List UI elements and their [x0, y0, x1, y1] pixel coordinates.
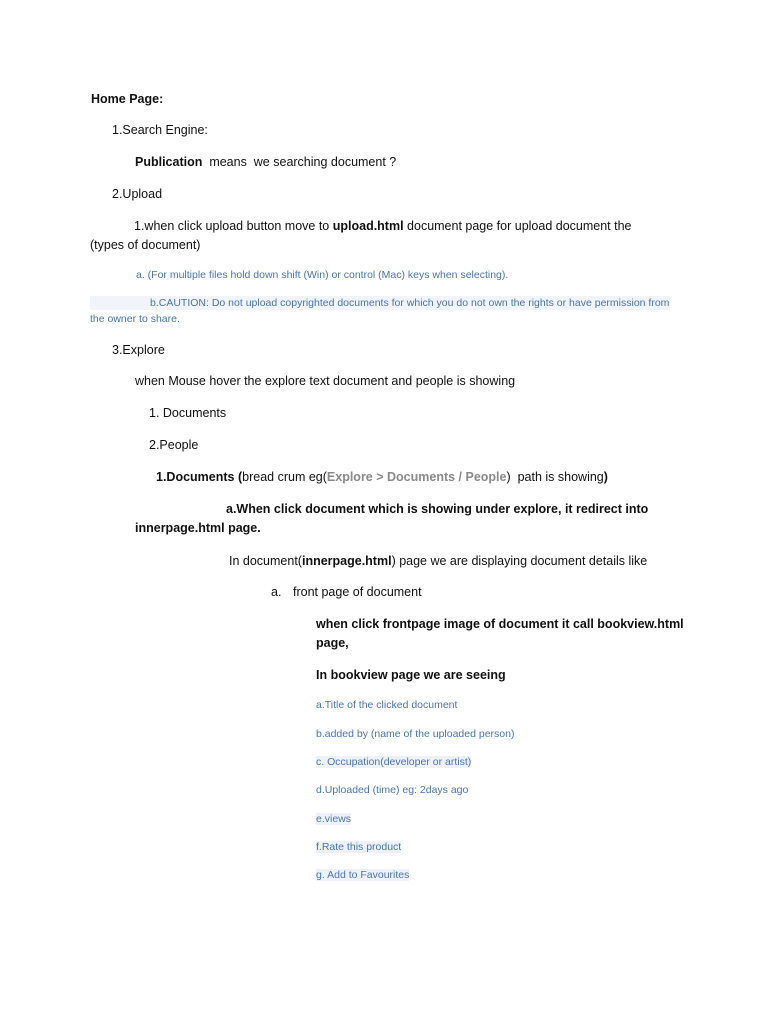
bookview-line-1: when click frontpage image of document it call bookview.html: [316, 617, 684, 631]
publication-term: Publication: [135, 155, 203, 169]
innerpage-line: [229, 552, 647, 570]
detail-views-text: e.views: [316, 813, 352, 825]
breadcrumb-intro: bread crum eg(: [242, 470, 327, 484]
innerpage-pre: In document(: [229, 554, 302, 568]
detail-rate-text: f.Rate this product: [316, 841, 402, 853]
explore-item-people: 2.People: [149, 438, 199, 452]
upload-html-file: upload.html: [332, 219, 404, 233]
detail-title: a.Title of the clicked document: [316, 699, 458, 711]
detail-favourites-text: g. Add to Favourites: [316, 869, 410, 881]
upload-heading: 2.Upload: [112, 187, 163, 201]
detail-added-by: b.added by (name of the uploaded person): [316, 728, 515, 740]
search-engine-heading: 1.Search Engine:: [112, 123, 208, 137]
documents-breadcrumb-line: [156, 468, 608, 486]
upload-line-2: (types of document): [90, 238, 201, 252]
detail-favourites: [316, 866, 409, 884]
detail-uploaded: d.Uploaded (time) eg: 2days ago: [316, 784, 469, 796]
explore-heading: 3.Explore: [112, 343, 165, 357]
publication-desc: means we searching document ?: [202, 155, 397, 169]
explore-item-documents: 1. Documents: [149, 406, 227, 420]
detail-views: [316, 810, 351, 828]
breadcrumb-end: ) path is showing: [506, 470, 604, 484]
breadcrumb-close-paren: ): [603, 470, 608, 484]
detail-rate: [316, 838, 401, 856]
detail-occupation: [316, 753, 471, 771]
front-page-marker: a.: [271, 585, 282, 599]
redirect-line-1: a.When click document which is showing under explore, it redirect into: [226, 502, 649, 516]
innerpage-post: ) page we are displaying document details like: [391, 554, 648, 568]
upload-note-a: a. (For multiple files hold down shift (Win) or control (Mac) keys when selecting).: [136, 269, 509, 281]
front-page-text: front page of document: [293, 585, 422, 599]
bookview-seeing: In bookview page we are seeing: [316, 668, 506, 682]
innerpage-file: innerpage.html: [301, 554, 392, 568]
breadcrumb-path: Explore > Documents / People: [326, 470, 507, 484]
upload-line1-pre: 1.when click upload button move to: [134, 219, 333, 233]
upload-line-1: [134, 217, 632, 235]
redirect-line-2: innerpage.html page.: [135, 521, 261, 535]
upload-note-b-line1: b.CAUTION: Do not upload copyrighted documents for which you do not own the rights or have permission from: [150, 297, 670, 309]
bookview-line-2: page,: [316, 636, 349, 650]
explore-hover-text: when Mouse hover the explore text document and people is showing: [135, 374, 516, 388]
home-page-heading: Home Page:: [91, 92, 164, 106]
upload-line1-post: document page for upload document the: [403, 219, 632, 233]
publication-line: [135, 153, 396, 171]
detail-occupation-text: c. Occupation(developer or artist): [316, 756, 472, 768]
upload-note-b-line2: the owner to share.: [90, 313, 180, 325]
documents-title: 1.Documents (: [156, 470, 243, 484]
